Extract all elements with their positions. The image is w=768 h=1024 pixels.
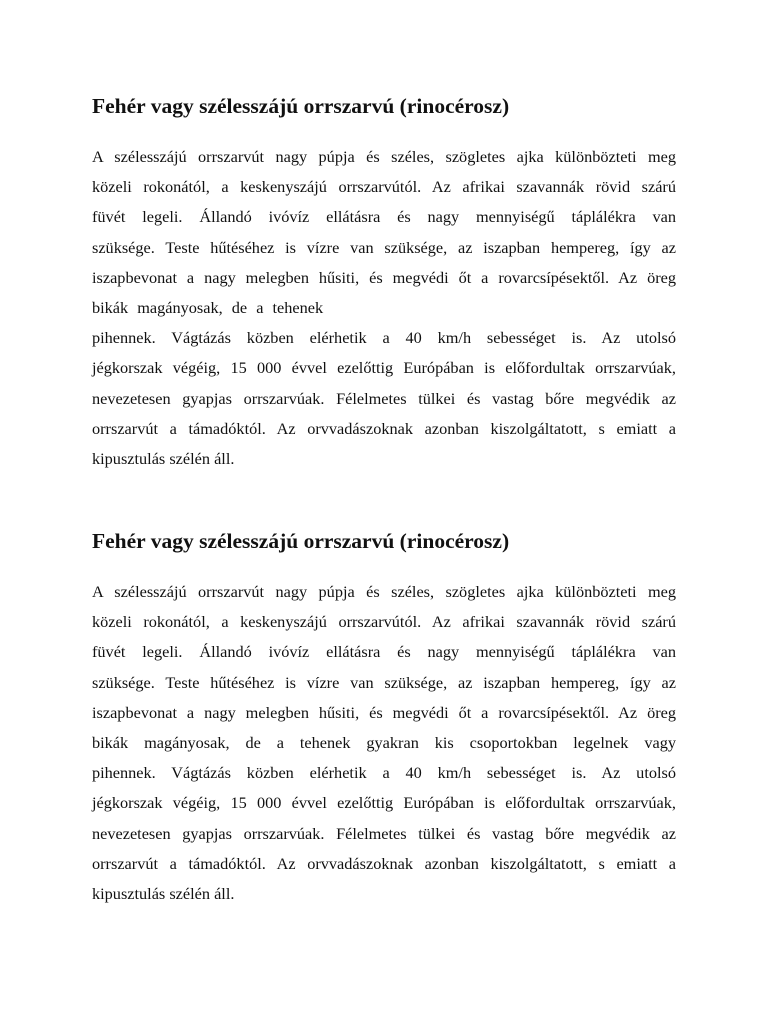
paragraph-line: iszapbevonat a nagy melegben hűsiti, és megvédi őt a rovarcsípésektől. Az öreg <box>92 702 676 722</box>
paragraph-line: jégkorszak végéig, 15 000 évvel ezelőttig Európában is előfordultak orrszarvúak, <box>92 358 676 378</box>
paragraph-line: szüksége. Teste hűtéséhez is vízre van szüksége, az iszapban hempereg, így az <box>92 672 676 692</box>
paragraph-line: bikák magányosak, de a tehenek gyakran kis csoportokban legelnek vagy <box>92 732 676 752</box>
paragraph-line: jégkorszak végéig, 15 000 évvel ezelőttig Európában is előfordultak orrszarvúak, <box>92 793 676 813</box>
paragraph-line: füvét legeli. Állandó ivóvíz ellátásra és nagy mennyiségű táplálékra van <box>92 642 676 662</box>
paragraph-line: füvét legeli. Állandó ivóvíz ellátásra és nagy mennyiségű táplálékra van <box>92 207 676 227</box>
paragraph-line: pihennek. Vágtázás közben elérhetik a 40 km/h sebességet is. Az utolsó <box>92 763 676 783</box>
paragraph-line: orrszarvút a támadóktól. Az orvvadászoknak azonban kiszolgáltatott, s emiatt a <box>92 853 676 873</box>
paragraph-line: közeli rokonától, a keskenyszájú orrszarvútól. Az afrikai szavannák rövid szárú <box>92 177 676 197</box>
article-section-1 <box>92 92 676 474</box>
article-section-2 <box>92 527 676 909</box>
section-paragraph <box>92 142 676 474</box>
paragraph-line: nevezetesen gyapjas orrszarvúak. Félelmetes tülkei és vastag bőre megvédik az <box>92 823 676 843</box>
paragraph-line: kipusztulás szélén áll. <box>92 883 235 903</box>
paragraph-line: szüksége. Teste hűtéséhez is vízre van szüksége, az iszapban hempereg, így az <box>92 237 676 257</box>
paragraph-line: A szélesszájú orrszarvút nagy púpja és széles, szögletes ajka különbözteti meg <box>92 582 676 601</box>
paragraph-line: pihennek. Vágtázás közben elérhetik a 40 km/h sebességet is. Az utolsó <box>92 328 676 348</box>
section-paragraph <box>92 577 676 909</box>
paragraph-line: orrszarvút a támadóktól. Az orvvadászoknak azonban kiszolgáltatott, s emiatt a <box>92 418 676 438</box>
paragraph-line: kipusztulás szélén áll. <box>92 448 235 468</box>
paragraph-line: iszapbevonat a nagy melegben hűsiti, és megvédi őt a rovarcsípésektől. Az öreg <box>92 267 676 287</box>
paragraph-line: közeli rokonától, a keskenyszájú orrszarvútól. Az afrikai szavannák rövid szárú <box>92 612 676 632</box>
section-heading: Fehér vagy szélesszájú orrszarvú (rinocérosz) <box>92 94 510 118</box>
section-heading: Fehér vagy szélesszájú orrszarvú (rinocérosz) <box>92 529 510 553</box>
paragraph-line: bikák magányosak, de a tehenek <box>92 297 324 317</box>
paragraph-line: nevezetesen gyapjas orrszarvúak. Félelmetes tülkei és vastag bőre megvédik az <box>92 388 676 408</box>
paragraph-line: A szélesszájú orrszarvút nagy púpja és széles, szögletes ajka különbözteti meg <box>92 147 676 166</box>
